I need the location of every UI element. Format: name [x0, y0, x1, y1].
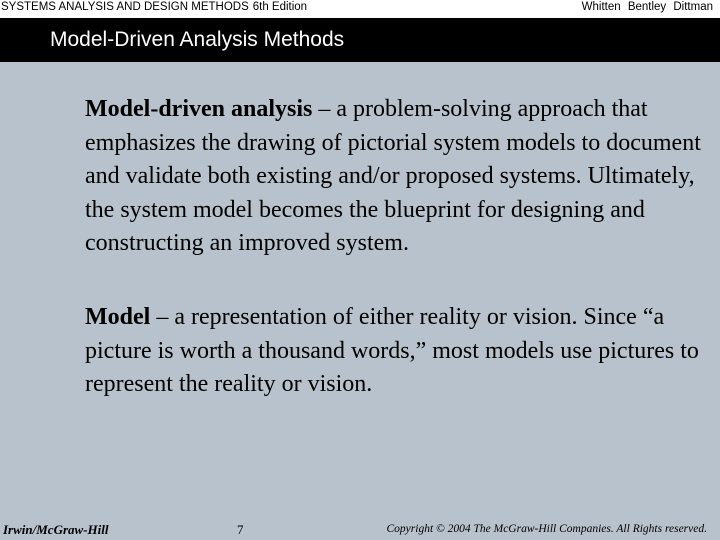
definition-term: Model — [85, 303, 151, 330]
slide-title: Model-Driven Analysis Methods — [50, 28, 345, 51]
definition-paragraph — [85, 301, 705, 402]
page-number: 7 — [237, 522, 244, 537]
edition-label: 6th Edition — [252, 1, 308, 13]
definition-paragraph — [85, 93, 705, 261]
book-header — [0, 0, 720, 18]
slide-body — [85, 93, 705, 402]
title-bar — [0, 18, 720, 62]
copyright-notice: Copyright © 2004 The McGraw-Hill Companies. All Rights reserved. — [386, 523, 707, 535]
definition-text: – a problem-solving approach that emphasizes the drawing of pictorial system models to document and validate both existing and/or proposed systems. Ultimately, the system model becomes the blueprint for designing and constructing an improved system. — [85, 96, 701, 257]
authors-label: Whitten Bentley Dittman — [581, 1, 713, 13]
publisher-label: Irwin/McGraw-Hill — [3, 522, 109, 537]
definition-term: Model-driven analysis — [85, 96, 313, 122]
book-title-group — [1, 0, 307, 14]
slide-footer — [0, 518, 720, 540]
book-title: SYSTEMS ANALYSIS AND DESIGN METHODS — [1, 1, 249, 13]
definition-text: – a representation of either reality or vision. Since “a picture is worth a thousand words,” most models use pictures to represent the reality or vision. — [85, 303, 699, 398]
